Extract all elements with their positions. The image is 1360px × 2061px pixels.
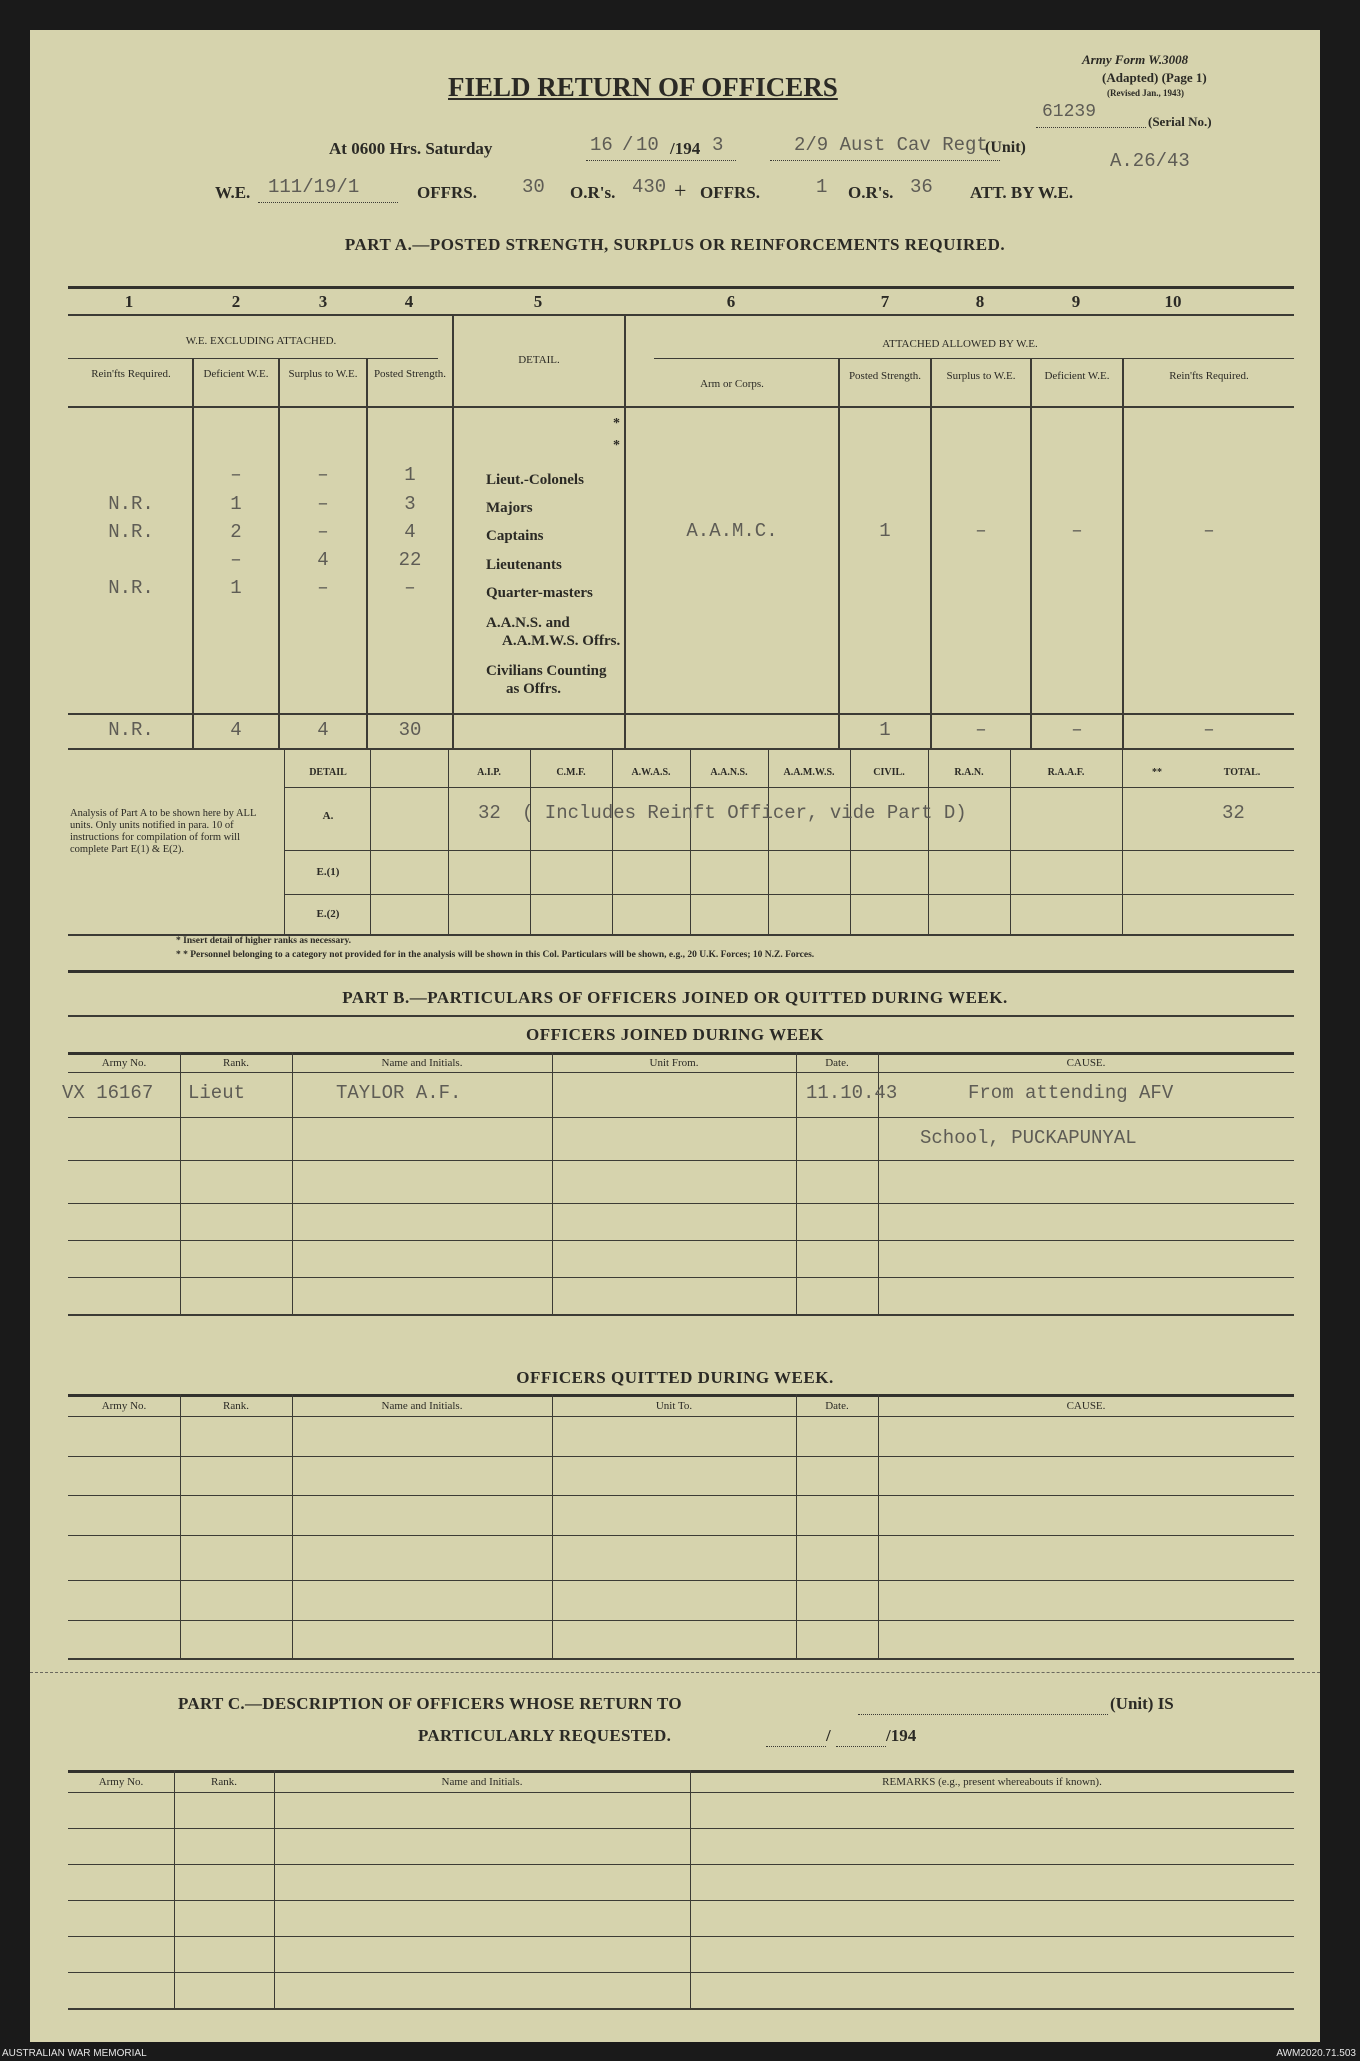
row-detail: Majors bbox=[486, 500, 533, 516]
date-month: 10 bbox=[636, 134, 659, 156]
row-posted: 1 bbox=[404, 464, 416, 486]
col-number-6: 6 bbox=[726, 292, 736, 311]
joined-title: OFFICERS JOINED DURING WEEK bbox=[526, 1025, 824, 1044]
analysis-total-value: 32 bbox=[1222, 802, 1245, 824]
ors-att-value: 36 bbox=[910, 176, 933, 198]
ors-value: 430 bbox=[632, 176, 667, 198]
header-att-reinforcements: Rein'fts Required. bbox=[1169, 370, 1249, 382]
plus-sign: + bbox=[674, 178, 687, 203]
row-detail: Quarter-masters bbox=[486, 585, 593, 601]
header-surplus: Surplus to W.E. bbox=[288, 368, 358, 380]
joined-cause-line2: School, PUCKAPUNYAL bbox=[920, 1127, 1137, 1149]
row-detail: Lieutenants bbox=[486, 557, 562, 573]
analysis-header-awas: A.W.A.S. bbox=[631, 767, 671, 778]
revised-label: (Revised Jan., 1943) bbox=[1107, 88, 1184, 98]
detail-aans-line1: A.A.N.S. and bbox=[486, 615, 570, 631]
army-form-number: Army Form W.3008 bbox=[1082, 52, 1189, 67]
analysis-header-aamws: A.A.M.W.S. bbox=[783, 767, 835, 778]
attached-reinf: – bbox=[1203, 520, 1215, 542]
part-c-title: PART C.—DESCRIPTION OF OFFICERS WHOSE RETURN TO bbox=[178, 1694, 682, 1713]
part-c-unit-label: (Unit) IS bbox=[1110, 1694, 1174, 1713]
header-detail: DETAIL. bbox=[518, 354, 560, 366]
joined-header-unit-from: Unit From. bbox=[649, 1057, 699, 1069]
quitted-header-rank: Rank. bbox=[223, 1400, 249, 1412]
row-posted: 3 bbox=[404, 493, 416, 515]
serial-number: 61239 bbox=[1042, 102, 1097, 122]
unit-value: 2/9 Aust Cav Regt bbox=[794, 134, 988, 156]
unit-label: (Unit) bbox=[985, 139, 1026, 156]
col-number-9: 9 bbox=[1071, 292, 1081, 311]
row-reinf: N.R. bbox=[108, 521, 154, 543]
asterisk-2: * bbox=[613, 438, 620, 453]
analysis-header-aip: A.I.P. bbox=[477, 767, 501, 778]
row-reinf: N.R. bbox=[108, 577, 154, 599]
row-reinf: N.R. bbox=[108, 493, 154, 515]
row-deficient: – bbox=[230, 549, 242, 571]
we-value: 111/19/1 bbox=[268, 176, 360, 198]
attached-deficient: – bbox=[1071, 520, 1083, 542]
joined-header-rank: Rank. bbox=[223, 1057, 249, 1069]
header-posted-strength: Posted Strength. bbox=[373, 368, 447, 380]
joined-name: TAYLOR A.F. bbox=[336, 1082, 462, 1104]
quitted-title: OFFICERS QUITTED DURING WEEK. bbox=[516, 1368, 834, 1387]
header-att-deficient: Deficient W.E. bbox=[1044, 370, 1110, 382]
date-year-prefix: /194 bbox=[670, 139, 701, 158]
joined-header-cause: CAUSE. bbox=[1066, 1057, 1106, 1069]
analysis-note: Analysis of Part A to be shown here by ALL units. Only units notified in para. 10 of instructions for compilation of form will complete Part E(1) & E(2). bbox=[70, 808, 256, 855]
analysis-header-ran: R.A.N. bbox=[954, 767, 984, 778]
ors-att-label: O.R's. bbox=[848, 183, 894, 202]
quitted-header-name: Name and Initials. bbox=[381, 1400, 463, 1412]
analysis-row-e2: E.(2) bbox=[316, 908, 340, 920]
col-number-2: 2 bbox=[231, 292, 241, 311]
analysis-header-other: ** bbox=[1152, 767, 1162, 778]
total-posted: 30 bbox=[398, 719, 422, 741]
part-c-header-name: Name and Initials. bbox=[441, 1776, 523, 1788]
col-number-3: 3 bbox=[318, 292, 328, 311]
offrs-att-value: 1 bbox=[816, 176, 828, 198]
row-detail: Captains bbox=[486, 528, 544, 544]
total-att-reinf: – bbox=[1203, 719, 1215, 741]
offrs-label: OFFRS. bbox=[417, 183, 477, 202]
part-c-header-army-no: Army No. bbox=[98, 1776, 144, 1788]
part-a-title: PART A.—POSTED STRENGTH, SURPLUS OR REINFORCEMENTS REQUIRED. bbox=[344, 235, 1006, 254]
total-att-surplus: – bbox=[975, 719, 987, 741]
total-surplus: 4 bbox=[317, 719, 329, 741]
footnote-other-category: * * Personnel belonging to a category not provided for in the analysis will be shown in this Col. Particulars will be shown, e.g., 20 U.K. Forces; 10 N.Z. Forces. bbox=[176, 950, 815, 960]
row-deficient: 2 bbox=[230, 521, 242, 543]
analysis-header-aans: A.A.N.S. bbox=[710, 767, 748, 778]
joined-date: 11.10.43 bbox=[806, 1082, 898, 1104]
part-c-subtitle: PARTICULARLY REQUESTED. bbox=[418, 1726, 672, 1745]
row-surplus: 4 bbox=[317, 549, 329, 571]
offrs-value: 30 bbox=[522, 176, 545, 198]
header-att-surplus: Surplus to W.E. bbox=[946, 370, 1016, 382]
date-year-suffix: 3 bbox=[712, 134, 724, 156]
row-posted: 4 bbox=[404, 521, 416, 543]
row-posted: 22 bbox=[398, 549, 422, 571]
header-deficient: Deficient W.E. bbox=[203, 368, 269, 380]
reference-number: A.26/43 bbox=[1110, 150, 1190, 172]
part-c-header-rank: Rank. bbox=[211, 1776, 237, 1788]
analysis-aip-value: 32 bbox=[478, 802, 501, 824]
part-c-date-year: /194 bbox=[886, 1726, 917, 1745]
analysis-header-cmf: C.M.F. bbox=[556, 767, 586, 778]
quitted-header-unit-to: Unit To. bbox=[655, 1400, 693, 1412]
col-number-10: 10 bbox=[1164, 292, 1182, 311]
row-surplus: – bbox=[317, 521, 329, 543]
detail-aans-line2: A.A.M.W.S. Offrs. bbox=[502, 633, 621, 649]
joined-header-name: Name and Initials. bbox=[381, 1057, 463, 1069]
part-c-date-separator: / bbox=[826, 1726, 831, 1745]
attached-allowed-header: ATTACHED ALLOWED BY W.E. bbox=[882, 338, 1038, 350]
analysis-remark: ( Includes Reinft Officer, vide Part D) bbox=[522, 802, 967, 824]
row-deficient: 1 bbox=[230, 577, 242, 599]
footnote-higher-ranks: * Insert detail of higher ranks as necessary. bbox=[176, 936, 352, 946]
quitted-header-cause: CAUSE. bbox=[1066, 1400, 1106, 1412]
part-b-title: PART B.—PARTICULARS OF OFFICERS JOINED OR QUITTED DURING WEEK. bbox=[342, 988, 1008, 1007]
ors-label: O.R's. bbox=[570, 183, 616, 202]
col-number-8: 8 bbox=[975, 292, 985, 311]
quitted-header-date: Date. bbox=[825, 1400, 849, 1412]
row-detail: Lieut.-Colonels bbox=[486, 472, 584, 488]
total-att-posted: 1 bbox=[879, 719, 891, 741]
serial-label: (Serial No.) bbox=[1148, 114, 1212, 129]
part-c-header-remarks: REMARKS (e.g., present whereabouts if known). bbox=[882, 1776, 1102, 1788]
analysis-header-total: TOTAL. bbox=[1223, 767, 1261, 778]
attached-posted: 1 bbox=[879, 520, 891, 542]
analysis-row-e1: E.(1) bbox=[316, 866, 340, 878]
header-arm-or-corps: Arm or Corps. bbox=[700, 378, 764, 390]
row-surplus: – bbox=[317, 464, 329, 486]
joined-header-date: Date. bbox=[825, 1057, 849, 1069]
col-number-4: 4 bbox=[404, 292, 414, 311]
we-excluding-attached-header: W.E. EXCLUDING ATTACHED. bbox=[185, 335, 337, 347]
asterisk-1: * bbox=[613, 416, 620, 431]
att-by-we-label: ATT. BY W.E. bbox=[970, 183, 1074, 202]
quitted-header-army-no: Army No. bbox=[101, 1400, 147, 1412]
total-deficient: 4 bbox=[230, 719, 242, 741]
detail-civilians-line1: Civilians Counting bbox=[486, 663, 607, 679]
perforation-line bbox=[30, 1672, 1320, 1673]
analysis-header-civil: CIVIL. bbox=[873, 767, 905, 778]
adapted-label: (Adapted) (Page 1) bbox=[1102, 70, 1207, 85]
form-sheet: Army Form W.3008 (Adapted) (Page 1) (Revised Jan., 1943) FIELD RETURN OF OFFICERS 61239 (Serial No.) A.26/43 At 0600 Hrs. Saturday 16 / 10 /194 3 2/9 Aust Cav Regt (Unit) W.E. 111/19/1 OFFRS. 30 O.R's. 430 + OFFRS. 1 O.R's. 36 ATT. BY W.E. PART A.—POSTED STRENGTH, SURPLUS OR REINFORCEMENTS REQUIRED. 1 2 3 4 5 6 7 8 9 10 W.E. EXCLUDING ATTACHED. ATTACHED ALLOWED BY W.E. Rein'fts Required. Deficient W.E. Surplus to W.E. Posted Strength. DETAIL. Arm or Corps. Posted Strength. Surplus to W.E. Deficient W.E. Rein'fts Required. * * – – 1 Lieut.-Colonels N.R. 1 – 3 Majors N.R. 2 – 4 Captains – 4 22 Lieutenants N.R. 1 – – Quarter-masters A.A.N.S. and A.A.M.W.S. Offrs. Civilians Counting as Offrs. A.A.M.C. 1 – – – N.R. 4 4 30 1 – – – Analysis of Part A to be shown here by ALL units. Only units notified in para. 10 of instructions for compilation of form will complete Part E(1) & E(2). DETAIL A.I.P. C.M.F. A.W.A.S. A.A.N.S. A.A.M.W.S. CIVIL. R.A.N. R.A.A.F. ** TOTAL. A. E.(1) E.(2) 32 ( Includes Reinft Officer, vide Part D) 32 * Insert detail of higher ranks as necessary. * * Personnel belonging to a category not provided for in the analysis will be shown in this Col. Particulars will be shown, e.g., 20 U.K. Forces; 10 N.Z. Forces. PART B.—PARTICULARS OF OFFICERS JOINED OR QUITTED DURING WEEK. OFFICERS JOINED DURING WEEK Army No. Rank. Name and Initials. Unit From. Date. CAUSE. VX 16167 Lieut TAYLOR A.F. 11.10.43 From attending AFV School, PUCKAPUNYAL OFFICERS QUITTED DURING WEEK. Army No. Rank. Name and Initials. Unit To. Date. CAUSE. PART C.—DESCRIPTION OF OFFICERS WHOSE RETURN TO (Unit) IS PARTICULARLY REQUESTED. / /194 Army No. Rank. Name and Initials. REMARKS (e.g., present whereabouts if known). bbox=[30, 30, 1320, 2042]
analysis-header-raaf: R.A.A.F. bbox=[1047, 767, 1085, 778]
header-reinforcements-required: Rein'fts Required. bbox=[91, 368, 171, 380]
row-posted: – bbox=[404, 577, 416, 599]
col-number-5: 5 bbox=[533, 292, 543, 311]
header-att-posted-strength: Posted Strength. bbox=[848, 370, 922, 382]
row-deficient: 1 bbox=[230, 493, 242, 515]
footer-archive-name: AUSTRALIAN WAR MEMORIAL bbox=[2, 2048, 147, 2059]
we-label: W.E. bbox=[215, 183, 251, 202]
date-day: 16 bbox=[590, 134, 613, 156]
footer-accession-number: AWM2020.71.503 bbox=[1276, 2048, 1356, 2059]
attached-arm-corps: A.A.M.C. bbox=[686, 520, 778, 542]
col-number-1: 1 bbox=[124, 292, 134, 311]
total-att-deficient: – bbox=[1071, 719, 1083, 741]
row-surplus: – bbox=[317, 493, 329, 515]
row-surplus: – bbox=[317, 577, 329, 599]
at-hours-label: At 0600 Hrs. Saturday bbox=[329, 139, 493, 158]
joined-rank: Lieut bbox=[188, 1082, 246, 1104]
col-number-7: 7 bbox=[880, 292, 890, 311]
row-deficient: – bbox=[230, 464, 242, 486]
analysis-row-a: A. bbox=[322, 810, 334, 822]
analysis-header-detail: DETAIL bbox=[309, 767, 347, 778]
joined-army-no: VX 16167 bbox=[62, 1082, 154, 1104]
offrs-att-label: OFFRS. bbox=[700, 183, 760, 202]
joined-header-army-no: Army No. bbox=[101, 1057, 147, 1069]
attached-surplus: – bbox=[975, 520, 987, 542]
form-title: FIELD RETURN OF OFFICERS bbox=[448, 72, 838, 102]
detail-civilians-line2: as Offrs. bbox=[506, 681, 561, 697]
total-reinf: N.R. bbox=[108, 719, 154, 741]
joined-cause-line1: From attending AFV bbox=[968, 1082, 1174, 1104]
